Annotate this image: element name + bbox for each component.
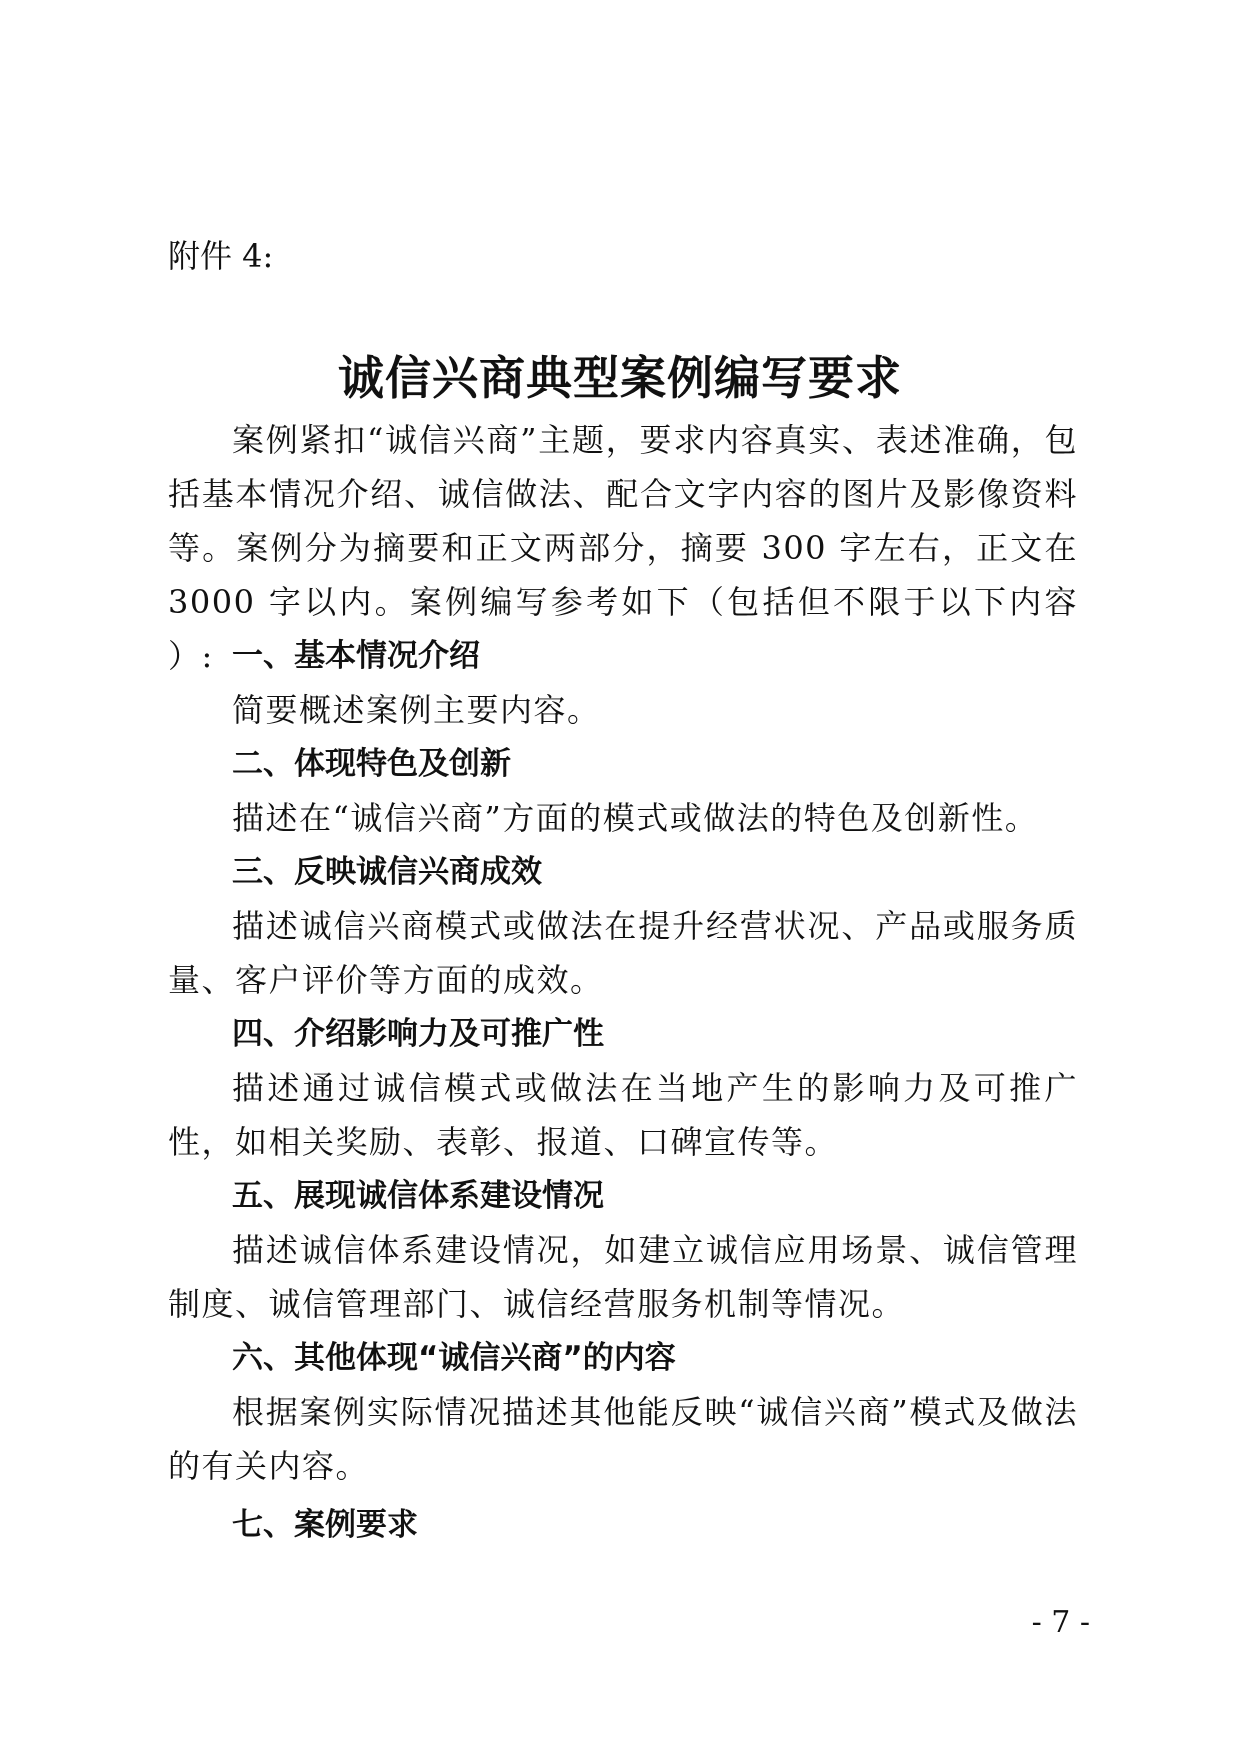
section-heading: 二、体现特色及创新 (232, 746, 511, 782)
section-7-heading: 七、案例要求 (232, 1507, 418, 1543)
section-heading: 一、基本情况介绍 (232, 638, 480, 674)
section-body: 简要概述案例主要内容。 (232, 691, 601, 729)
section-body: 描述通过诚信模式或做法在当地产生的影响力及可推广性，如相关奖励、表彰、报道、口碑宣传等。 (168, 1069, 1078, 1161)
section-5 (168, 1169, 1078, 1331)
section-body: 根据案例实际情况描述其他能反映“诚信兴商”模式及做法的有关内容。 (168, 1393, 1078, 1485)
section-2 (168, 737, 1078, 845)
section-heading: 四、介绍影响力及可推广性 (232, 1016, 604, 1052)
section-body: 描述诚信兴商模式或做法在提升经营状况、产品或服务质量、客户评价等方面的成效。 (168, 907, 1078, 999)
section-4 (168, 1007, 1078, 1169)
section-heading: 三、反映诚信兴商成效 (232, 854, 542, 890)
section-heading: 五、展现诚信体系建设情况 (232, 1178, 604, 1214)
page-number: - 7 - (1031, 1605, 1090, 1640)
intro-paragraph: 案例紧扣“诚信兴商”主题，要求内容真实、表述准确，包括基本情况介绍、诚信做法、配合文字内容的图片及影像资料等。案例分为摘要和正文两部分，摘要 300 字左右，正文在 3000 字以内。案例编写参考如下（包括但不限于以下内容 ）: (168, 421, 1078, 675)
section-body: 描述在“诚信兴商”方面的模式或做法的特色及创新性。 (232, 799, 1039, 837)
document-title: 诚信兴商典型案例编写要求 (338, 350, 902, 405)
section-body: 描述诚信体系建设情况，如建立诚信应用场景、诚信管理制度、诚信管理部门、诚信经营服务机制等情况。 (168, 1231, 1078, 1323)
attachment-label: 附件 4: (168, 237, 274, 275)
sections-list (168, 629, 1078, 1493)
section-6 (168, 1331, 1078, 1493)
section-heading: 六、其他体现“诚信兴商”的内容 (232, 1340, 676, 1376)
section-1 (168, 629, 1078, 737)
section-3 (168, 845, 1078, 1007)
